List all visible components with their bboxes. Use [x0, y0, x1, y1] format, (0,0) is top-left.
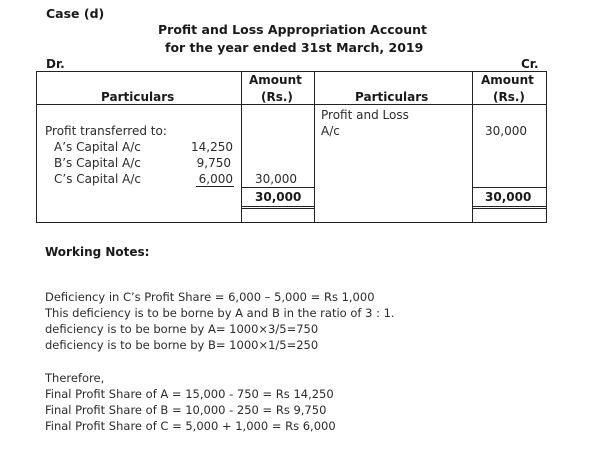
left-particulars-header: Particulars — [101, 90, 175, 104]
pl-entry-value: 30,000 — [485, 124, 527, 138]
right-amount-header: Amount — [481, 73, 534, 87]
left-total: 30,000 — [255, 190, 302, 204]
note-line-4: deficiency is to be borne by B= 1000×1/5=250 — [45, 338, 319, 352]
transfer-label: Profit transferred to: — [45, 124, 167, 138]
right-particulars-header: Particulars — [355, 90, 429, 104]
final-share-a: Final Profit Share of A = 15,000 - 750 = Rs 14,250 — [45, 387, 334, 401]
left-subtotal: 30,000 — [255, 172, 297, 186]
a-capital-label: A’s Capital A/c — [54, 140, 141, 154]
final-share-c: Final Profit Share of C = 5,000 + 1,000 = Rs 6,000 — [45, 419, 336, 433]
account-title: Profit and Loss Appropriation Account — [158, 22, 428, 37]
c-capital-label: C’s Capital A/c — [54, 172, 141, 186]
right-total: 30,000 — [485, 190, 532, 204]
cr-label: Cr. — [521, 57, 539, 71]
a-capital-value: 14,250 — [191, 140, 233, 154]
right-amount-unit: (Rs.) — [493, 90, 525, 104]
dr-label: Dr. — [46, 57, 65, 71]
c-capital-value: 6,000 — [198, 172, 233, 186]
case-label: Case (d) — [46, 6, 105, 21]
final-share-b: Final Profit Share of B = 10,000 - 250 = Rs 9,750 — [45, 403, 327, 417]
working-notes-heading: Working Notes: — [45, 245, 150, 259]
note-line-1: Deficiency in C’s Profit Share = 6,000 – 5,000 = Rs 1,000 — [45, 290, 375, 304]
left-amount-unit: (Rs.) — [261, 90, 293, 104]
pl-entry-line2: A/c — [321, 124, 340, 138]
pl-entry-line1: Profit and Loss — [321, 108, 409, 122]
b-capital-label: B’s Capital A/c — [54, 156, 141, 170]
note-line-2: This deficiency is to be borne by A and B in the ratio of 3 : 1. — [45, 306, 395, 320]
account-subtitle: for the year ended 31st March, 2019 — [165, 40, 424, 55]
therefore-text: Therefore, — [45, 371, 105, 385]
left-amount-header: Amount — [249, 73, 302, 87]
note-line-3: deficiency is to be borne by A= 1000×3/5=750 — [45, 322, 319, 336]
b-capital-value: 9,750 — [196, 156, 231, 170]
